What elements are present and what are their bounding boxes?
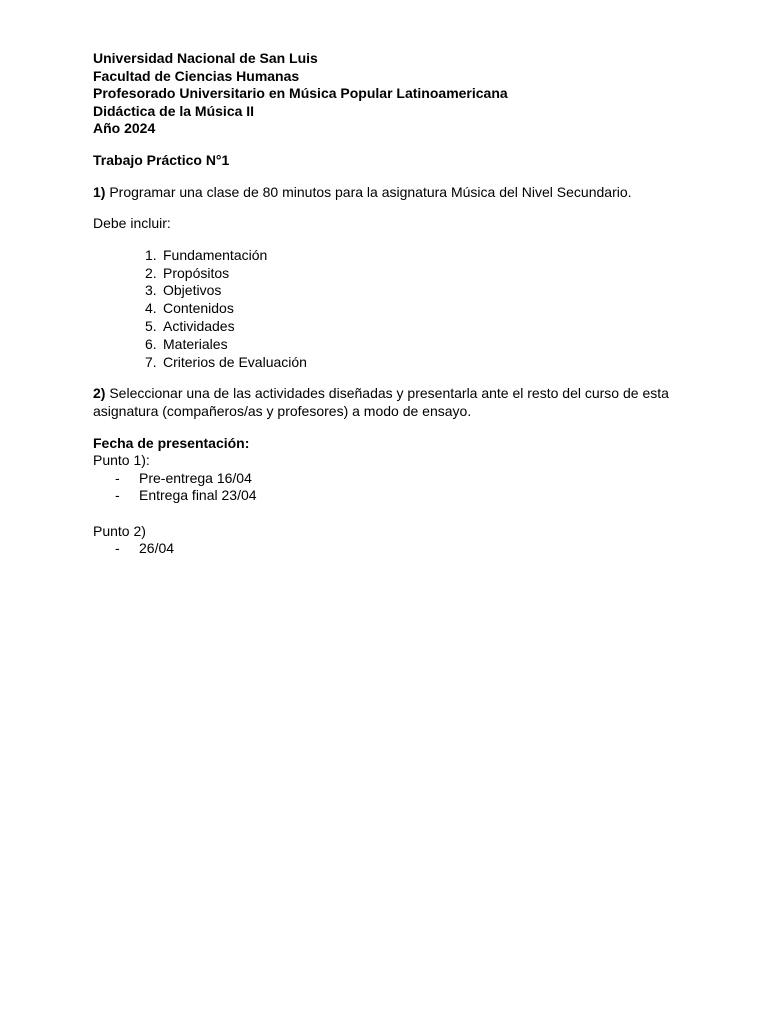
- list-item: [93, 247, 693, 265]
- point-1-text: Programar una clase de 80 minutos para la asignatura Música del Nivel Secundario.: [109, 183, 632, 200]
- point-1-label: 1): [93, 183, 106, 200]
- list-item: [93, 540, 693, 558]
- subject-name: Didáctica de la Música II: [93, 102, 255, 119]
- list-item-text: Criterios de Evaluación: [163, 353, 307, 370]
- university-name: Universidad Nacional de San Luis: [93, 50, 318, 66]
- punto-2-dates-list: [93, 540, 693, 558]
- program-name: Profesorado Universitario en Música Popular Latinoamericana: [93, 85, 508, 102]
- list-item-text: 26/04: [139, 540, 175, 557]
- punto-1-label: Punto 1):: [93, 452, 150, 469]
- point-2-paragraph: [93, 385, 693, 420]
- document-header: [93, 50, 693, 138]
- list-item: [93, 470, 693, 488]
- must-include-label: Debe incluir:: [93, 215, 171, 232]
- spacer: [93, 505, 693, 523]
- list-item: [93, 487, 693, 505]
- point-1-paragraph: [93, 184, 693, 202]
- list-item-number: 3.: [145, 282, 157, 299]
- list-item-text: Materiales: [163, 335, 228, 352]
- list-item-number: 4.: [145, 300, 157, 317]
- list-item-text: Fundamentación: [163, 246, 268, 263]
- list-item-text: Entrega final 23/04: [139, 487, 257, 504]
- due-dates-heading: Fecha de presentación:: [93, 434, 250, 451]
- assignment-title: Trabajo Práctico N°1: [93, 151, 230, 168]
- list-item-text: Objetivos: [163, 282, 222, 299]
- dash-bullet: -: [115, 487, 120, 504]
- list-item: [93, 336, 693, 354]
- point-2-text: Seleccionar una de las actividades diseñadas y presentarla ante el resto del curso de esta asignatura (compañeros/as y profesores) a modo de ensayo.: [93, 385, 669, 419]
- list-item: [93, 282, 693, 300]
- list-item: [93, 354, 693, 372]
- list-item-number: 6.: [145, 335, 157, 352]
- list-item-text: Propósitos: [163, 264, 230, 281]
- requirements-list: [93, 247, 693, 372]
- academic-year: Año 2024: [93, 120, 156, 137]
- dash-bullet: -: [115, 540, 120, 557]
- list-item-text: Pre-entrega 16/04: [139, 469, 252, 486]
- list-item-number: 5.: [145, 317, 157, 334]
- list-item-text: Contenidos: [163, 300, 234, 317]
- point-2-label: 2): [93, 385, 106, 402]
- dash-bullet: -: [115, 469, 120, 486]
- list-item: [93, 265, 693, 283]
- list-item-number: 7.: [145, 353, 157, 370]
- list-item: [93, 318, 693, 336]
- faculty-name: Facultad de Ciencias Humanas: [93, 67, 300, 84]
- punto-1-dates-list: [93, 470, 693, 505]
- punto-2-label: Punto 2): [93, 522, 146, 539]
- document-page: [93, 50, 693, 558]
- list-item-number: 1.: [145, 246, 157, 263]
- list-item: [93, 300, 693, 318]
- list-item-number: 2.: [145, 264, 157, 281]
- list-item-text: Actividades: [163, 317, 235, 334]
